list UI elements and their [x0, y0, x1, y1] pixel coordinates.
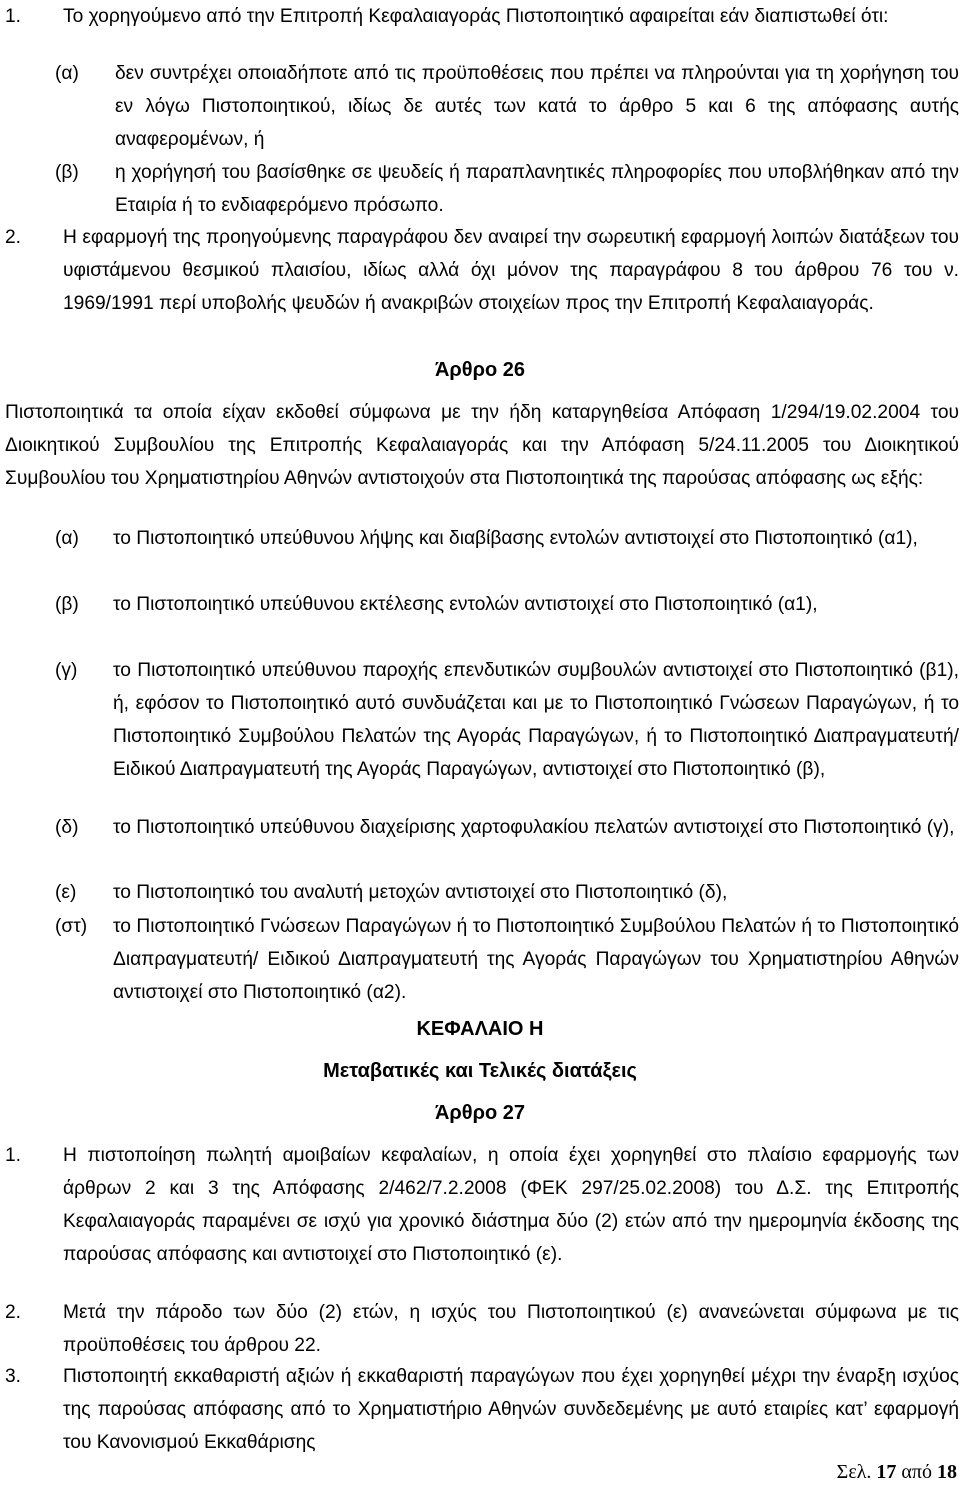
article-26-item-c [5, 654, 959, 786]
sub-item-a [5, 57, 959, 156]
paragraph-text: Πιστοποιητικά τα οποία είχαν εκδοθεί σύμφωνα με την ήδη καταργηθείσα Απόφαση 1/294/19.02.2004 του Διοικητικού Συμβουλίου της Επιτροπής Κεφαλαιαγοράς και την Απόφαση 5/24.11.2005 του Διοικητικού Συμβουλίου του Χρηματιστηρίου Αθηνών αντιστοιχούν στα Πιστοποιητικά της παρούσας απόφασης ως εξής: [5, 402, 959, 489]
current-page-number: 17 [876, 1461, 897, 1483]
chapter-title: ΚΕΦΑΛΑΙΟ Η [416, 1018, 544, 1040]
sub-item-label: (στ) [55, 916, 88, 937]
sub-item-text: το Πιστοποιητικό υπεύθυνου διαχείρισης χαρτοφυλακίου πελατών αντιστοιχεί στο Πιστοποιητικό (γ), [113, 817, 955, 838]
sub-item-label: (β) [55, 594, 79, 615]
article-26-intro [5, 396, 959, 495]
article-27-item-1 [5, 1139, 959, 1271]
article-27-item-3 [5, 1360, 959, 1459]
paragraph-1 [5, 0, 959, 33]
page-label: Σελ. [836, 1461, 872, 1483]
sub-item-label: (γ) [55, 660, 78, 681]
sub-item-label: (β) [55, 162, 79, 183]
paragraph-text: Μετά την πάροδο των δύο (2) ετών, η ισχύς του Πιστοποιητικού (ε) ανανεώνεται σύμφωνα με τις προϋποθέσεις του άρθρου 22. [63, 1302, 959, 1356]
sub-item-text: το Πιστοποιητικό του αναλυτή μετοχών αντιστοιχεί στο Πιστοποιητικό (δ), [113, 882, 728, 903]
sub-item-label: (ε) [55, 882, 77, 903]
paragraph-text: Το χορηγούμενο από την Επιτροπή Κεφαλαιαγοράς Πιστοποιητικό αφαιρείται εάν διαπιστωθεί ότι: [63, 6, 889, 27]
sub-item-text: η χορήγησή του βασίσθηκε σε ψευδείς ή παραπλανητικές πληροφορίες που υποβλήθηκαν από την Εταιρία ή το ενδιαφερόμενο πρόσωπο. [115, 162, 959, 216]
paragraph-2 [5, 221, 959, 320]
sub-item-text: το Πιστοποιητικό υπεύθυνου εκτέλεσης εντολών αντιστοιχεί στο Πιστοποιητικό (α1), [113, 594, 818, 615]
article-26-title: Άρθρο 26 [434, 359, 526, 381]
sub-item-text: το Πιστοποιητικό υπεύθυνου παροχής επενδυτικών συμβουλών αντιστοιχεί στο Πιστοποιητικό (β1), ή, εφόσον το Πιστοποιητικό αυτό συνδυάζεται και με το Πιστοποιητικό Γνώσεων Παραγώγων, ή το Πιστοποιητικό Συμβούλου Πελατών της Αγοράς Παραγώγων, ή το Πιστοποιητικό Διαπραγματευτή/ Ειδικού Διαπραγματευτή της Αγοράς Παραγώγων, αντιστοιχεί στο Πιστοποιητικό (β), [113, 660, 959, 780]
sub-item-label: (α) [55, 63, 79, 84]
sub-item-text: το Πιστοποιητικό Γνώσεων Παραγώγων ή το Πιστοποιητικό Συμβούλου Πελατών ή το Πιστοποιητικό Διαπραγματευτή/ Ειδικού Διαπραγματευτή της Αγοράς Παραγώγων του Χρηματιστηρίου Αθηνών αντιστοιχεί στο Πιστοποιητικό (α2). [113, 916, 959, 1003]
article-26-item-st [5, 910, 959, 1009]
sub-item-label: (δ) [55, 817, 79, 838]
article-27-item-2 [5, 1296, 959, 1362]
sub-item-b [5, 156, 959, 222]
paragraph-text: Η πιστοποίηση πωλητή αμοιβαίων κεφαλαίων, η οποία έχει χορηγηθεί στο πλαίσιο εφαρμογής των άρθρων 2 και 3 της Απόφασης 2/462/7.2.2008 (ΦΕΚ 297/25.02.2008) του Δ.Σ. της Επιτροπής Κεφαλαιαγοράς παραμένει σε ισχύ για χρονικό διάστημα δύο (2) ετών από την ημερομηνία έκδοσης της παρούσας απόφασης και αντιστοιχεί στο Πιστοποιητικό (ε). [63, 1145, 959, 1265]
sub-item-text: δεν συντρέχει οποιαδήποτε από τις προϋποθέσεις που πρέπει να πληρούνται για τη χορήγηση του εν λόγω Πιστοποιητικού, ιδίως δε αυτές των κατά το άρθρο 5 και 6 της απόφασης αυτής αναφερομένων, ή [115, 63, 959, 150]
page-of-label: από [901, 1461, 932, 1483]
article-26-item-b [5, 588, 959, 621]
article-26-item-a [5, 522, 959, 555]
article-26-item-d [5, 811, 959, 844]
article-27-title: Άρθρο 27 [434, 1102, 526, 1124]
total-pages-number: 18 [937, 1461, 957, 1483]
article-26-item-e [5, 876, 959, 909]
paragraph-number: 2. [5, 227, 22, 248]
paragraph-number: 1. [5, 1145, 22, 1166]
chapter-subtitle: Μεταβατικές και Τελικές διατάξεις [323, 1060, 637, 1082]
paragraph-text: Η εφαρμογή της προηγούμενης παραγράφου δεν αναιρεί την σωρευτική εφαρμογή λοιπών διατάξεων του υφιστάμενου θεσμικού πλαισίου, ιδίως αλλά όχι μόνον της παραγράφου 8 του άρθρου 76 του ν. 1969/1991 περί υποβολής ψευδών ή ανακριβών στοιχείων προς την Επιτροπή Κεφαλαιαγοράς. [63, 227, 959, 314]
paragraph-number: 3. [5, 1366, 22, 1387]
paragraph-number: 2. [5, 1302, 22, 1323]
paragraph-number: 1. [5, 6, 22, 27]
page-footer [837, 1460, 957, 1484]
paragraph-text: Πιστοποιητή εκκαθαριστή αξιών ή εκκαθαριστή παραγώγων που έχει χορηγηθεί μέχρι την έναρξη ισχύος της παρούσας απόφασης από το Χρηματιστήριο Αθηνών συνδεδεμένης με αυτό εταιρίες κατ’ εφαρμογή του Κανονισμού Εκκαθάρισης [63, 1366, 959, 1453]
sub-item-text: το Πιστοποιητικό υπεύθυνου λήψης και διαβίβασης εντολών αντιστοιχεί στο Πιστοποιητικό (α1), [113, 528, 918, 549]
sub-item-label: (α) [55, 528, 79, 549]
